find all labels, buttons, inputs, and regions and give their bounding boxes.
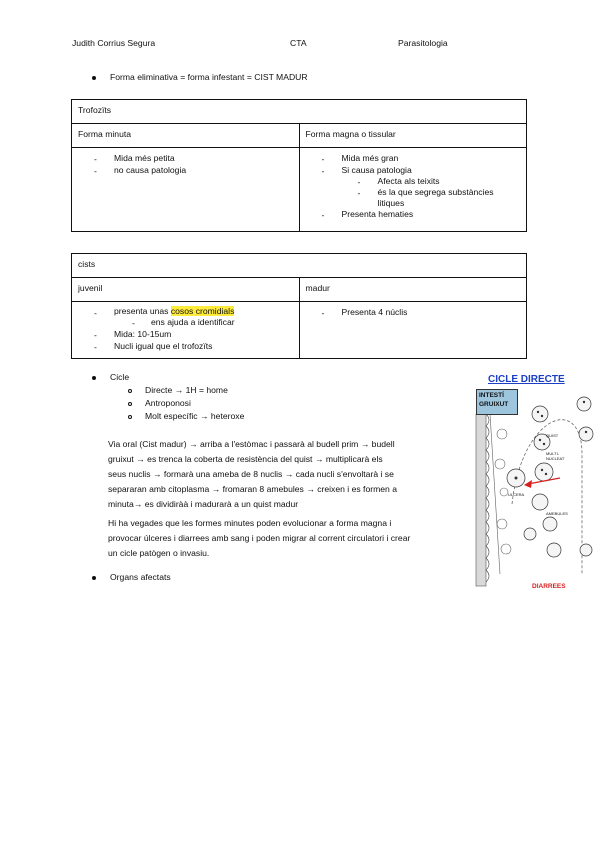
dash-icon: - xyxy=(94,342,97,352)
cists-table xyxy=(71,253,527,359)
paragraph-line: seus nuclis → formarà una ameba de 8 nuclis → cada nucli s'envoltarà i se xyxy=(108,469,394,479)
cicle-subitem: Molt específic → heteroxe xyxy=(145,411,245,421)
highlighted-term: cosos cromidials xyxy=(170,306,235,316)
bullet-icon xyxy=(92,76,96,80)
dash-icon: - xyxy=(321,210,325,220)
circle-bullet-icon xyxy=(128,389,132,393)
forma-minuta-header: Forma minuta xyxy=(78,129,132,139)
list-item: Si causa patologia xyxy=(341,165,412,175)
paragraph-line: un cicle patògen o invasiu. xyxy=(108,548,210,558)
sub-list-item: ens ajuda a identificar xyxy=(151,317,235,327)
cicle-subitem: Antroponosi xyxy=(145,398,191,408)
juvenil-header: juvenil xyxy=(78,283,103,293)
header-topic: Parasitologia xyxy=(398,38,448,48)
diagram-small-label: AMEBULES xyxy=(546,511,568,516)
header-author: Judith Corrius Segura xyxy=(72,38,156,48)
cicle-paragraph-1 xyxy=(108,437,468,512)
trofozoits-title: Trofozïts xyxy=(78,105,112,115)
dash-icon: - xyxy=(132,318,135,328)
intro-bullet-text: Forma eliminativa = forma infestant = CIST MADUR xyxy=(110,72,308,82)
trofozoits-table xyxy=(71,99,527,232)
paragraph-line: Via oral (Cist madur) → arriba a l'estòmac i passarà al budell prim → budell xyxy=(108,439,395,449)
box-label-line: INTESTÍ xyxy=(479,392,504,399)
dash-icon: - xyxy=(94,166,97,176)
list-item: no causa patologia xyxy=(114,165,187,175)
list-item: Presenta hematies xyxy=(341,209,414,219)
madur-header: madur xyxy=(305,283,330,293)
cicle-directe-diagram xyxy=(472,374,600,592)
paragraph-line: gruixut → es trenca la coberta de resistència del quist → multiplicarà els xyxy=(108,454,383,464)
list-item: Mida més petita xyxy=(114,153,175,163)
sub-list-item: litiques xyxy=(377,198,405,208)
cicle-subitem: Directe → 1H = home xyxy=(145,385,228,395)
list-item: Presenta 4 núclis xyxy=(341,307,408,317)
dash-icon: - xyxy=(321,154,325,164)
dash-icon: - xyxy=(94,330,97,340)
dash-icon: - xyxy=(357,188,361,198)
sub-list-item: és la que segrega substàncies xyxy=(377,187,494,197)
dash-icon: - xyxy=(321,166,325,176)
diagram-title: CICLE DIRECTE xyxy=(488,374,565,385)
dash-icon: - xyxy=(94,154,97,164)
organs-bullet-text: Organs afectats xyxy=(110,572,171,582)
cicle-paragraph-2 xyxy=(108,516,468,561)
sub-list-item: Afecta als teixits xyxy=(377,176,440,186)
intesti-gruixut-box xyxy=(476,389,518,415)
forma-magna-header: Forma magna o tissular xyxy=(305,129,396,139)
paragraph-line: minuta→ es dividiràà i madurarà a un quist madur xyxy=(108,499,299,509)
diarrees-label: DIARREES xyxy=(532,583,566,590)
circle-bullet-icon xyxy=(128,402,132,406)
paragraph-line: Hi ha vegades que les formes minutes poden evolucionar a forma magna i xyxy=(108,518,392,528)
list-item: Nucli igual que el trofozïts xyxy=(114,341,213,351)
cists-title: cists xyxy=(78,259,96,269)
dash-icon: - xyxy=(357,177,361,187)
list-item xyxy=(114,306,234,316)
list-item: Mida: 10-15um xyxy=(114,329,172,339)
diagram-small-label: MULTI- xyxy=(546,451,560,456)
bullet-icon xyxy=(92,376,96,380)
bullet-icon xyxy=(92,576,96,580)
diagram-small-label: QUIST xyxy=(546,433,559,438)
circle-bullet-icon xyxy=(128,415,132,419)
cicle-title: Cicle xyxy=(110,372,130,382)
header-subject: CTA xyxy=(290,38,307,48)
paragraph-line: separaran amb citoplasma → fromaran 8 amebules → creixen i es formen a xyxy=(108,484,397,494)
paragraph-line: provocar úlceres i diarrees amb sang i poden migrar al corrent circulatori i crear xyxy=(108,533,411,543)
box-label-line: GRUIXUT xyxy=(479,401,509,408)
list-item-text: presenta unas xyxy=(114,306,171,316)
diagram-small-label: ULCERA xyxy=(508,492,525,497)
diagram-small-label: NUCLEAT xyxy=(546,456,565,461)
dash-icon: - xyxy=(94,308,97,318)
list-item: Mida més gran xyxy=(341,153,399,163)
dash-icon: - xyxy=(321,308,325,318)
